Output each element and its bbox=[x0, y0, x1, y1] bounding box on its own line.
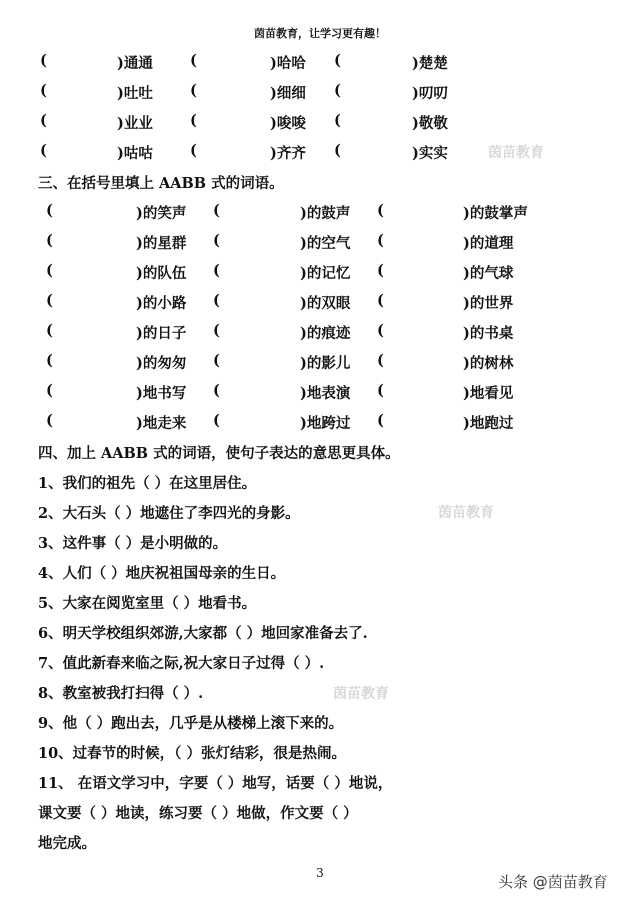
word-suffix: )的世界 bbox=[463, 295, 514, 312]
word-suffix: )敬敬 bbox=[412, 115, 448, 132]
word-suffix: )的空气 bbox=[300, 235, 351, 252]
blank-bracket[interactable]: ( bbox=[46, 202, 53, 219]
word-suffix: )地走来 bbox=[136, 415, 187, 432]
blank-bracket[interactable]: ( bbox=[40, 52, 47, 69]
word-suffix: )的书桌 bbox=[463, 325, 514, 342]
word-suffix: )的日子 bbox=[136, 325, 187, 342]
blank-bracket[interactable]: ( bbox=[377, 382, 384, 399]
word-suffix: )吐吐 bbox=[117, 85, 153, 102]
blank-bracket[interactable]: ( bbox=[213, 262, 220, 279]
word-suffix: )通通 bbox=[117, 55, 153, 72]
word-suffix: )的树林 bbox=[463, 355, 514, 372]
word-suffix: )的双眼 bbox=[300, 295, 351, 312]
word-suffix: )的记忆 bbox=[300, 265, 351, 282]
exercise-row bbox=[0, 52, 640, 76]
watermark: 茵苗教育 bbox=[488, 145, 544, 161]
sentence-item: 10、过春节的时候，（ ）张灯结彩，很是热闹。 bbox=[38, 745, 346, 762]
sentence-item: 课文要（ ）地读，练习要（ ）地做，作文要（ ） bbox=[38, 805, 358, 822]
blank-bracket[interactable]: ( bbox=[46, 262, 53, 279]
word-suffix: )叨叨 bbox=[412, 85, 448, 102]
blank-bracket[interactable]: ( bbox=[213, 352, 220, 369]
brand-watermark: 头条 @茵苗教育 bbox=[498, 873, 608, 891]
page-header: 茵苗教育，让学习更有趣！ bbox=[254, 27, 386, 40]
sentence-item: 3、这件事（ ）是小明做的。 bbox=[38, 535, 228, 552]
sentence-item: 7、值此新春来临之际,祝大家日子过得（ ）. bbox=[38, 655, 325, 672]
blank-bracket[interactable]: ( bbox=[334, 142, 341, 159]
sentence-item: 11、 在语文学习中，字要（ ）地写，话要（ ）地说， bbox=[38, 775, 393, 792]
blank-bracket[interactable]: ( bbox=[46, 352, 53, 369]
word-suffix: )的鼓掌声 bbox=[463, 205, 528, 222]
blank-bracket[interactable]: ( bbox=[40, 82, 47, 99]
blank-bracket[interactable]: ( bbox=[377, 322, 384, 339]
exercise-row bbox=[0, 292, 640, 316]
exercise-row bbox=[0, 322, 640, 346]
word-suffix: )细细 bbox=[270, 85, 306, 102]
word-suffix: )地跨过 bbox=[300, 415, 351, 432]
word-suffix: )楚楚 bbox=[412, 55, 448, 72]
blank-bracket[interactable]: ( bbox=[377, 262, 384, 279]
page-number: 3 bbox=[316, 866, 324, 880]
blank-bracket[interactable]: ( bbox=[46, 382, 53, 399]
blank-bracket[interactable]: ( bbox=[190, 112, 197, 129]
blank-bracket[interactable]: ( bbox=[213, 412, 220, 429]
blank-bracket[interactable]: ( bbox=[213, 322, 220, 339]
word-suffix: )的小路 bbox=[136, 295, 187, 312]
word-suffix: )业业 bbox=[117, 115, 153, 132]
word-suffix: )的气球 bbox=[463, 265, 514, 282]
exercise-row bbox=[0, 382, 640, 406]
blank-bracket[interactable]: ( bbox=[377, 412, 384, 429]
word-suffix: )的道理 bbox=[463, 235, 514, 252]
blank-bracket[interactable]: ( bbox=[213, 202, 220, 219]
word-suffix: )实实 bbox=[412, 145, 448, 162]
blank-bracket[interactable]: ( bbox=[190, 82, 197, 99]
word-suffix: )的队伍 bbox=[136, 265, 187, 282]
exercise-row bbox=[0, 142, 640, 166]
blank-bracket[interactable]: ( bbox=[377, 232, 384, 249]
blank-bracket[interactable]: ( bbox=[40, 142, 47, 159]
word-suffix: )齐齐 bbox=[270, 145, 306, 162]
section-4-title: 四、加上 AABB 式的词语，使句子表达的意思更具体。 bbox=[38, 445, 400, 462]
exercise-row bbox=[0, 412, 640, 436]
blank-bracket[interactable]: ( bbox=[46, 412, 53, 429]
blank-bracket[interactable]: ( bbox=[46, 292, 53, 309]
section-3-title: 三、在括号里填上 AABB 式的词语。 bbox=[38, 175, 284, 192]
word-suffix: )地跑过 bbox=[463, 415, 514, 432]
blank-bracket[interactable]: ( bbox=[213, 292, 220, 309]
word-suffix: )地书写 bbox=[136, 385, 187, 402]
word-suffix: )地看见 bbox=[463, 385, 514, 402]
word-suffix: )的痕迹 bbox=[300, 325, 351, 342]
watermark: 茵苗教育 bbox=[333, 686, 389, 702]
word-suffix: )的影儿 bbox=[300, 355, 351, 372]
word-suffix: )地表演 bbox=[300, 385, 351, 402]
sentence-item: 2、大石头（ ）地遮住了李四光的身影。 bbox=[38, 505, 300, 522]
blank-bracket[interactable]: ( bbox=[40, 112, 47, 129]
exercise-row bbox=[0, 82, 640, 106]
word-suffix: )的匆匆 bbox=[136, 355, 187, 372]
sentence-item: 地完成。 bbox=[38, 835, 96, 852]
word-suffix: )的星群 bbox=[136, 235, 187, 252]
word-suffix: )的笑声 bbox=[136, 205, 187, 222]
sentence-item: 1、我们的祖先（ ）在这里居住。 bbox=[38, 475, 257, 492]
blank-bracket[interactable]: ( bbox=[213, 232, 220, 249]
blank-bracket[interactable]: ( bbox=[334, 112, 341, 129]
exercise-row bbox=[0, 202, 640, 226]
blank-bracket[interactable]: ( bbox=[190, 142, 197, 159]
blank-bracket[interactable]: ( bbox=[377, 202, 384, 219]
blank-bracket[interactable]: ( bbox=[377, 352, 384, 369]
exercise-row bbox=[0, 112, 640, 136]
sentence-item: 8、教室被我打扫得（ ）. bbox=[38, 685, 204, 702]
word-suffix: )咕咕 bbox=[117, 145, 153, 162]
exercise-row bbox=[0, 352, 640, 376]
blank-bracket[interactable]: ( bbox=[213, 382, 220, 399]
sentence-item: 6、明天学校组织郊游,大家都（ ）地回家准备去了. bbox=[38, 625, 368, 642]
word-suffix: )哈哈 bbox=[270, 55, 306, 72]
blank-bracket[interactable]: ( bbox=[190, 52, 197, 69]
watermark: 茵苗教育 bbox=[438, 505, 494, 521]
blank-bracket[interactable]: ( bbox=[46, 322, 53, 339]
sentence-item: 4、人们（ ）地庆祝祖国母亲的生日。 bbox=[38, 565, 286, 582]
exercise-row bbox=[0, 262, 640, 286]
blank-bracket[interactable]: ( bbox=[334, 52, 341, 69]
exercise-row bbox=[0, 232, 640, 256]
blank-bracket[interactable]: ( bbox=[334, 82, 341, 99]
word-suffix: )的鼓声 bbox=[300, 205, 351, 222]
sentence-item: 9、他（ ）跑出去，几乎是从楼梯上滚下来的。 bbox=[38, 715, 344, 732]
word-suffix: )唆唆 bbox=[270, 115, 306, 132]
blank-bracket[interactable]: ( bbox=[46, 232, 53, 249]
blank-bracket[interactable]: ( bbox=[377, 292, 384, 309]
sentence-item: 5、大家在阅览室里（ ）地看书。 bbox=[38, 595, 257, 612]
